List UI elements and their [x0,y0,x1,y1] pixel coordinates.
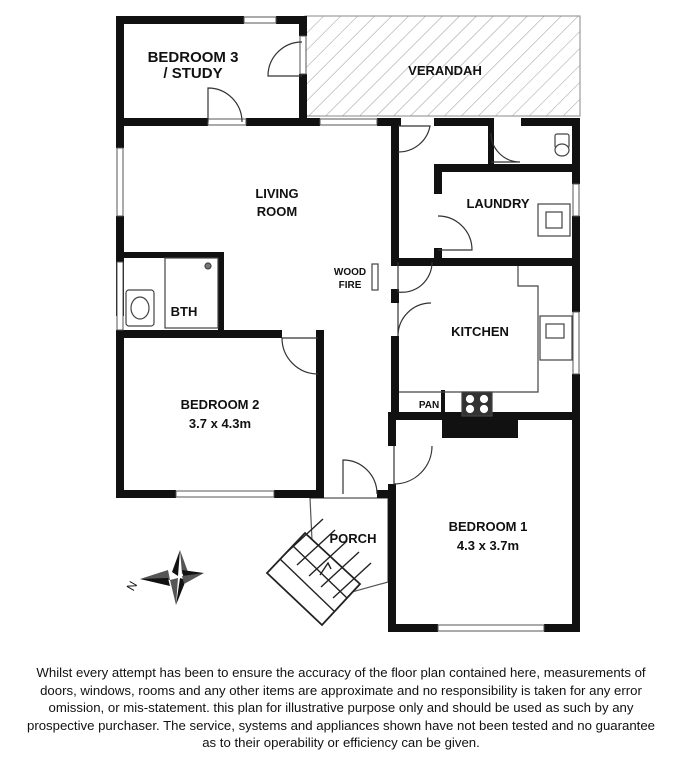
room-size-bedroom1: 4.3 x 3.7m [456,538,520,553]
label-fire: FIRE [338,280,362,291]
room-label-bedroom2: BEDROOM 2 [180,397,260,412]
room-label-porch: PORCH [329,531,377,546]
compass-north-label: N [123,578,141,594]
label-wood: WOOD [333,267,367,278]
room-label-bedroom3: BEDROOM 3 [147,49,239,66]
compass-icon [124,550,204,605]
room-label-kitchen: KITCHEN [451,324,509,339]
room-label-pantry: PAN [418,400,440,411]
room-label-bath: BTH [170,304,198,319]
room-label-living: LIVING [255,186,299,201]
disclaimer-text: Whilst every attempt has been to ensure the accuracy of the floor plan contained here, measurements of doors, windows, rooms and any other items are approximate and no responsibility is taken for any error omission, or mis-statement. this plan for illustrative purpose only and should be used as such by any prospective purchaser. The service, systems and appliances shown have not been tested and no guarantee as to their operability or efficiency can be given. [26,665,656,750]
room-label-bedroom1: BEDROOM 1 [448,519,528,534]
room-label-bedroom3-study: / STUDY [163,65,223,82]
room-size-bedroom2: 3.7 x 4.3m [188,416,252,431]
room-label-verandah: VERANDAH [408,63,482,78]
room-label-laundry: LAUNDRY [466,196,530,211]
room-label-living-room: ROOM [256,204,298,219]
